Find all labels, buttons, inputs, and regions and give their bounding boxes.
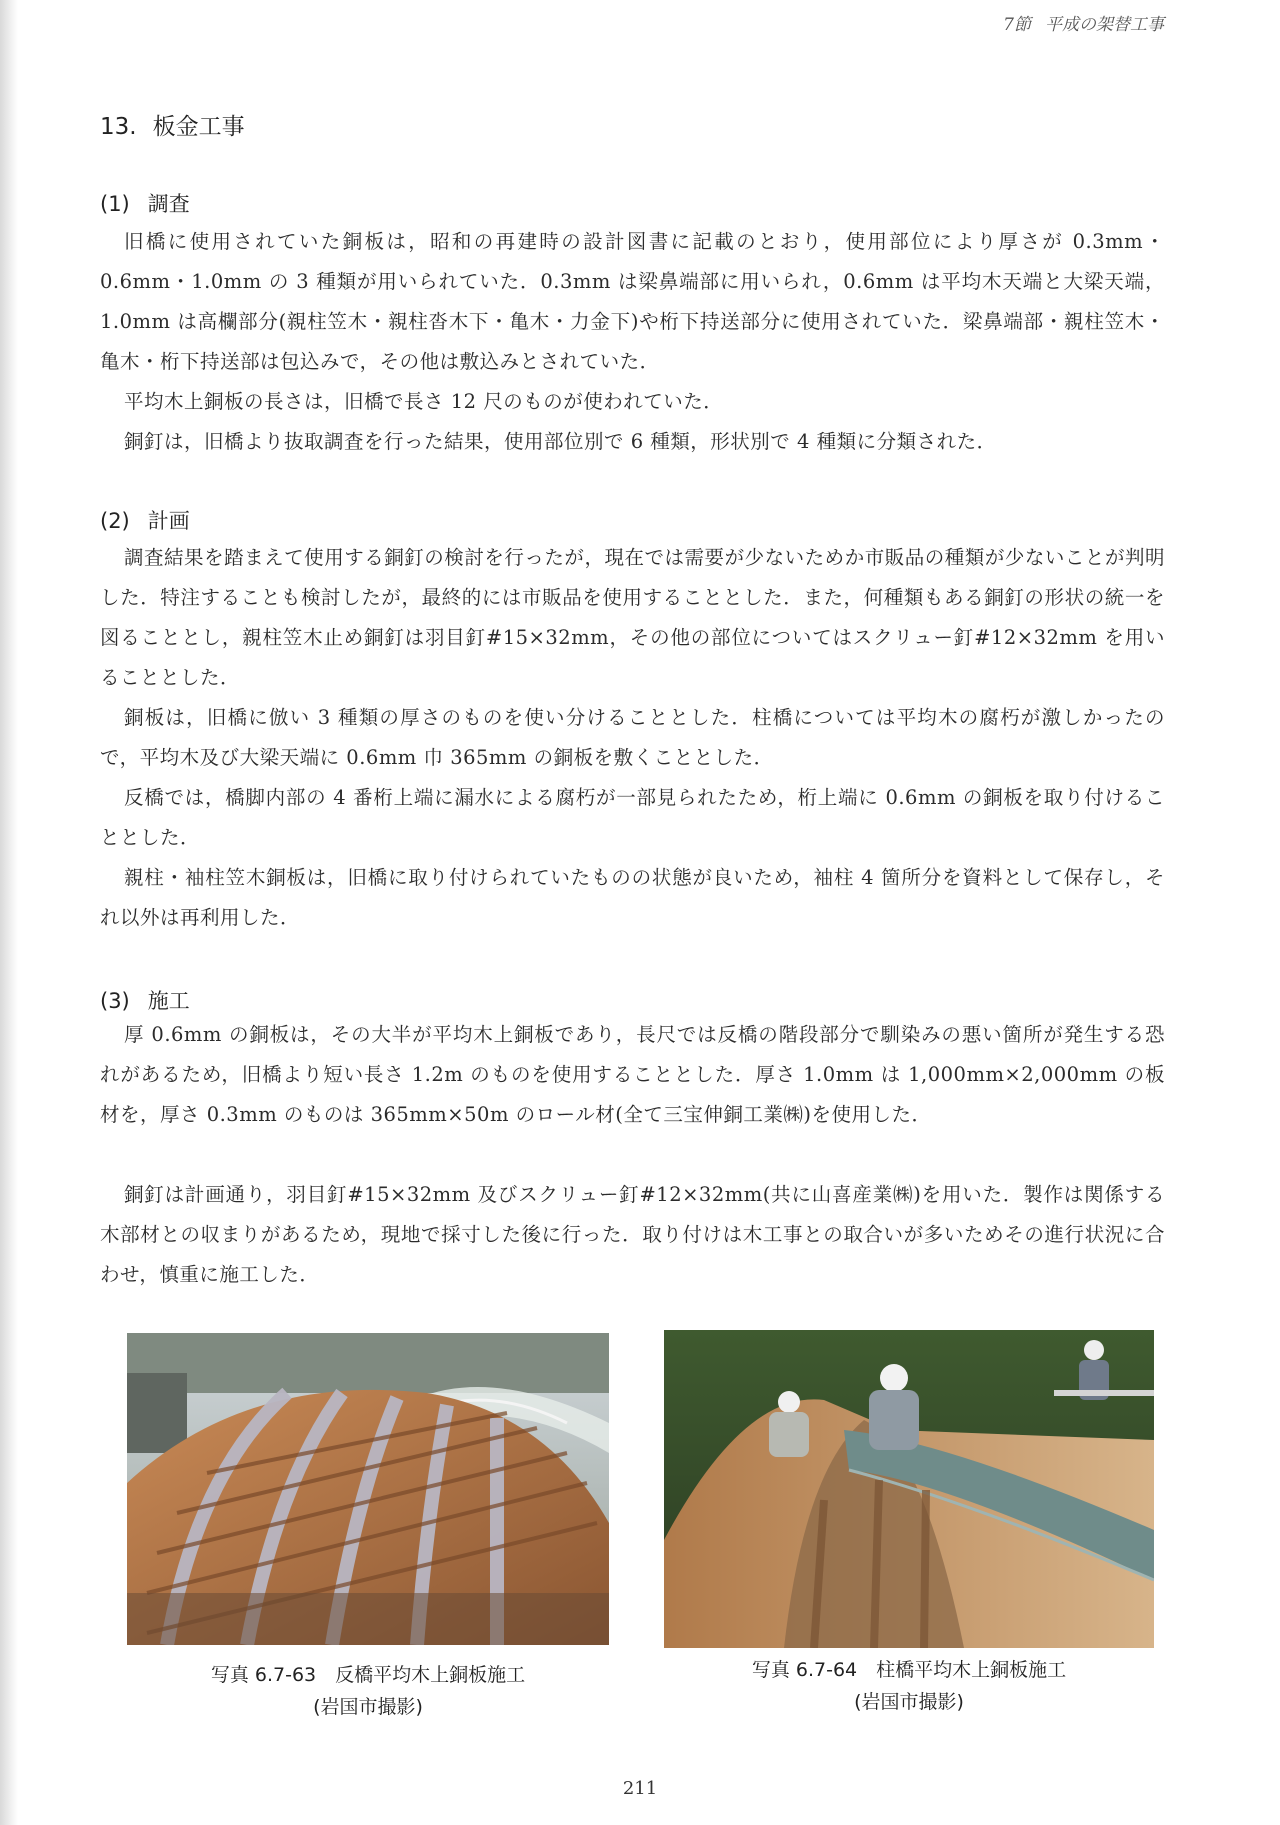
caption-label: 写真 6.7-63 xyxy=(210,1664,317,1686)
photo-arched-bridge-copper-plating xyxy=(127,1333,609,1645)
caption-title: 反橋平均木上銅板施工 xyxy=(335,1664,526,1686)
subsection-number: (3) xyxy=(100,989,130,1013)
subsection-number: (2) xyxy=(100,509,130,533)
paragraph: 厚 0.6mm の銅板は，その大半が平均木上銅板であり，長尺では反橋の階段部分で馴染みの悪い箇所が発生する恐れがあるため，旧橋より短い長さ 1.2m のものを使用することとした．厚さ 1.0mm は 1,000mm×2,000mm の板材を，厚さ 0.3mm のものは 365mm×50m のロール材(全て三宝伸銅工業㈱)を使用した． xyxy=(100,1023,1165,1126)
caption-label: 写真 6.7-64 xyxy=(751,1659,858,1681)
paragraph: 反橋では，橋脚内部の 4 番桁上端に漏水による腐朽が一部見られたため，桁上端に 0.6mm の銅板を取り付けることとした． xyxy=(100,786,1165,849)
photo-caption-63 xyxy=(127,1659,609,1723)
caption-title: 柱橋平均木上銅板施工 xyxy=(876,1659,1067,1681)
section-title: 板金工事 xyxy=(152,114,245,140)
caption-credit: (岩国市撮影) xyxy=(313,1696,423,1718)
paragraph: 調査結果を踏まえて使用する銅釘の検討を行ったが，現在では需要が少ないためか市販品の種類が少ないことが判明した．特注することも検討したが，最終的には市販品を使用することとした．また，何種類もある銅釘の形状の統一を図ることとし，親柱笠木止め銅釘は羽目釘#15×32mm，その他の部位についてはスクリュー釘#12×32mm を用いることとした． xyxy=(100,546,1165,689)
subsection-title: 計画 xyxy=(147,509,190,533)
section-number: 13. xyxy=(100,114,137,140)
section-heading xyxy=(100,108,245,141)
running-head-title: 平成の架替工事 xyxy=(1045,15,1164,35)
subsection-title: 調査 xyxy=(147,192,190,216)
subsection-heading-plan xyxy=(100,505,190,535)
subsection-title: 施工 xyxy=(147,989,190,1013)
paragraph: 平均木上銅板の長さは，旧橋で長さ 12 尺のものが使われていた． xyxy=(124,390,724,413)
page-number: 211 xyxy=(622,1778,658,1799)
paragraph: 銅板は，旧橋に倣い 3 種類の厚さのものを使い分けることとした．柱橋については平均木の腐朽が激しかったので，平均木及び大梁天端に 0.6mm 巾 365mm の銅板を敷くこととした． xyxy=(100,706,1165,769)
paragraph: 親柱・袖柱笠木銅板は，旧橋に取り付けられていたものの状態が良いため，袖柱 4 箇所分を資料として保存し，それ以外は再利用した． xyxy=(100,866,1165,929)
running-head xyxy=(1003,10,1164,35)
paragraph: 銅釘は，旧橋より抜取調査を行った結果，使用部位別で 6 種類，形状別で 4 種類に分類された． xyxy=(124,430,997,453)
running-head-section: 7節 xyxy=(1003,15,1031,35)
subsection-heading-survey xyxy=(100,188,190,218)
paragraph: 銅釘は計画通り，羽目釘#15×32mm 及びスクリュー釘#12×32mm(共に山喜産業㈱)を用いた．製作は関係する木部材との収まりがあるため，現地で採寸した後に行った．取り付けは木工事との取合いが多いためその進行状況に合わせ，慎重に施工した． xyxy=(100,1183,1165,1286)
caption-credit: (岩国市撮影) xyxy=(854,1691,964,1713)
caption-title-line xyxy=(664,1654,1154,1686)
subsection-number: (1) xyxy=(100,192,130,216)
subsection-heading-construction xyxy=(100,985,190,1015)
photo-caption-64 xyxy=(664,1654,1154,1718)
photo-pillar-bridge-copper-plating xyxy=(664,1330,1154,1648)
book-spine-shadow xyxy=(0,0,18,1825)
paragraph: 旧橋に使用されていた銅板は，昭和の再建時の設計図書に記載のとおり，使用部位により厚さが 0.3mm・0.6mm・1.0mm の 3 種類が用いられていた．0.3mm は梁鼻端部に用いられ，0.6mm は平均木天端と大梁天端，1.0mm は高欄部分(親柱笠木・親柱沓木下・亀木・力金下)や桁下持送部分に使用されていた．梁鼻端部・親柱笠木・亀木・桁下持送部は包込みで，その他は敷込みとされていた． xyxy=(100,230,1165,373)
caption-title-line xyxy=(127,1659,609,1691)
